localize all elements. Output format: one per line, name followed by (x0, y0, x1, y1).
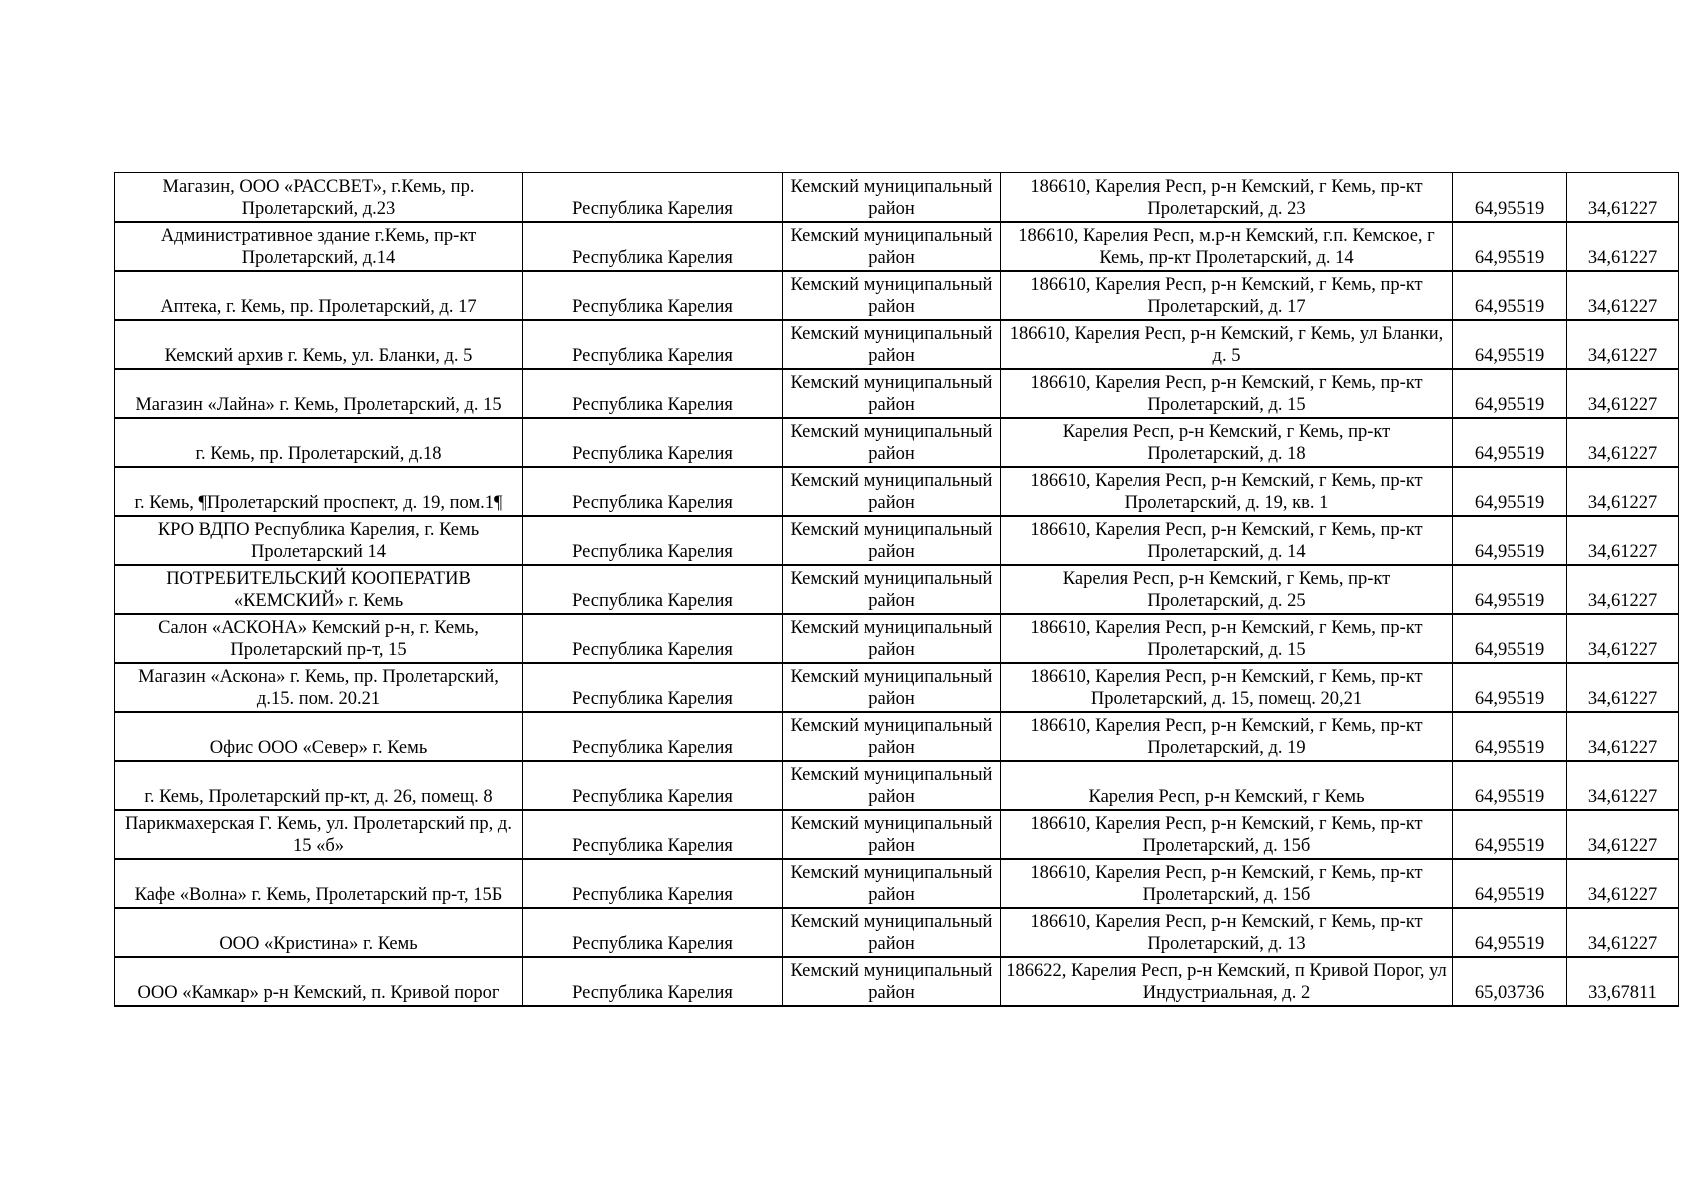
longitude-cell: 34,61227 (1567, 614, 1679, 663)
object-name-cell: Кафе «Волна» г. Кемь, Пролетарский пр-т, 15Б (115, 859, 523, 908)
latitude-cell: 64,95519 (1453, 712, 1567, 761)
object-name-cell: Административное здание г.Кемь, пр-кт Пролетарский, д.14 (115, 222, 523, 271)
table-row (115, 614, 1679, 663)
address-cell: Карелия Респ, р-н Кемский, г Кемь, пр-кт Пролетарский, д. 25 (1001, 565, 1453, 614)
table-row (115, 712, 1679, 761)
district-cell: Кемский муниципальный район (783, 908, 1001, 957)
latitude-cell: 64,95519 (1453, 565, 1567, 614)
objects-table-body (115, 173, 1679, 1006)
district-cell: Кемский муниципальный район (783, 810, 1001, 859)
latitude-cell: 64,95519 (1453, 761, 1567, 810)
table-row (115, 859, 1679, 908)
region-cell: Республика Карелия (523, 222, 783, 271)
region-cell: Республика Карелия (523, 663, 783, 712)
longitude-cell: 34,61227 (1567, 467, 1679, 516)
region-cell: Республика Карелия (523, 712, 783, 761)
longitude-cell: 34,61227 (1567, 761, 1679, 810)
district-cell: Кемский муниципальный район (783, 516, 1001, 565)
district-cell: Кемский муниципальный район (783, 761, 1001, 810)
object-name-cell: ООО «Кристина» г. Кемь (115, 908, 523, 957)
district-cell: Кемский муниципальный район (783, 712, 1001, 761)
address-cell: 186610, Карелия Респ, р-н Кемский, г Кемь, пр-кт Пролетарский, д. 15б (1001, 859, 1453, 908)
latitude-cell: 64,95519 (1453, 908, 1567, 957)
table-row (115, 222, 1679, 271)
object-name-cell: Парикмахерская Г. Кемь, ул. Пролетарский пр, д. 15 «б» (115, 810, 523, 859)
district-cell: Кемский муниципальный район (783, 320, 1001, 369)
objects-table (114, 172, 1679, 1007)
latitude-cell: 64,95519 (1453, 222, 1567, 271)
table-row (115, 663, 1679, 712)
region-cell: Республика Карелия (523, 320, 783, 369)
longitude-cell: 34,61227 (1567, 173, 1679, 222)
district-cell: Кемский муниципальный район (783, 957, 1001, 1006)
table-row (115, 320, 1679, 369)
latitude-cell: 64,95519 (1453, 320, 1567, 369)
address-cell: 186622, Карелия Респ, р-н Кемский, п Кривой Порог, ул Индустриальная, д. 2 (1001, 957, 1453, 1006)
object-name-cell: г. Кемь, ¶Пролетарский проспект, д. 19, пом.1¶ (115, 467, 523, 516)
latitude-cell: 64,95519 (1453, 369, 1567, 418)
longitude-cell: 34,61227 (1567, 859, 1679, 908)
object-name-cell: г. Кемь, Пролетарский пр-кт, д. 26, помещ. 8 (115, 761, 523, 810)
district-cell: Кемский муниципальный район (783, 614, 1001, 663)
latitude-cell: 64,95519 (1453, 810, 1567, 859)
latitude-cell: 64,95519 (1453, 859, 1567, 908)
table-row (115, 467, 1679, 516)
region-cell: Республика Карелия (523, 516, 783, 565)
object-name-cell: Кемский архив г. Кемь, ул. Бланки, д. 5 (115, 320, 523, 369)
latitude-cell: 64,95519 (1453, 614, 1567, 663)
table-row (115, 173, 1679, 222)
address-cell: 186610, Карелия Респ, р-н Кемский, г Кемь, пр-кт Пролетарский, д. 15 (1001, 614, 1453, 663)
region-cell: Республика Карелия (523, 859, 783, 908)
region-cell: Республика Карелия (523, 761, 783, 810)
region-cell: Республика Карелия (523, 565, 783, 614)
table-row (115, 369, 1679, 418)
longitude-cell: 33,67811 (1567, 957, 1679, 1006)
address-cell: 186610, Карелия Респ, р-н Кемский, г Кемь, пр-кт Пролетарский, д. 15б (1001, 810, 1453, 859)
address-cell: 186610, Карелия Респ, р-н Кемский, г Кемь, пр-кт Пролетарский, д. 19 (1001, 712, 1453, 761)
object-name-cell: Салон «АСКОНА» Кемский р-н, г. Кемь, Пролетарский пр-т, 15 (115, 614, 523, 663)
address-cell: 186610, Карелия Респ, р-н Кемский, г Кемь, пр-кт Пролетарский, д. 15, помещ. 20,21 (1001, 663, 1453, 712)
district-cell: Кемский муниципальный район (783, 173, 1001, 222)
object-name-cell: Магазин, ООО «РАССВЕТ», г.Кемь, пр. Пролетарский, д.23 (115, 173, 523, 222)
address-cell: 186610, Карелия Респ, р-н Кемский, г Кемь, ул Бланки, д. 5 (1001, 320, 1453, 369)
district-cell: Кемский муниципальный район (783, 663, 1001, 712)
region-cell: Республика Карелия (523, 271, 783, 320)
region-cell: Республика Карелия (523, 467, 783, 516)
latitude-cell: 64,95519 (1453, 271, 1567, 320)
district-cell: Кемский муниципальный район (783, 271, 1001, 320)
object-name-cell: Аптека, г. Кемь, пр. Пролетарский, д. 17 (115, 271, 523, 320)
region-cell: Республика Карелия (523, 418, 783, 467)
longitude-cell: 34,61227 (1567, 712, 1679, 761)
region-cell: Республика Карелия (523, 369, 783, 418)
longitude-cell: 34,61227 (1567, 663, 1679, 712)
district-cell: Кемский муниципальный район (783, 859, 1001, 908)
object-name-cell: г. Кемь, пр. Пролетарский, д.18 (115, 418, 523, 467)
latitude-cell: 64,95519 (1453, 516, 1567, 565)
table-row (115, 418, 1679, 467)
table-row (115, 810, 1679, 859)
object-name-cell: КРО ВДПО Республика Карелия, г. Кемь Пролетарский 14 (115, 516, 523, 565)
longitude-cell: 34,61227 (1567, 908, 1679, 957)
latitude-cell: 64,95519 (1453, 173, 1567, 222)
longitude-cell: 34,61227 (1567, 810, 1679, 859)
latitude-cell: 64,95519 (1453, 418, 1567, 467)
object-name-cell: Офис ООО «Север» г. Кемь (115, 712, 523, 761)
longitude-cell: 34,61227 (1567, 516, 1679, 565)
district-cell: Кемский муниципальный район (783, 369, 1001, 418)
address-cell: 186610, Карелия Респ, м.р-н Кемский, г.п. Кемское, г Кемь, пр-кт Пролетарский, д. 14 (1001, 222, 1453, 271)
district-cell: Кемский муниципальный район (783, 467, 1001, 516)
table-row (115, 957, 1679, 1006)
address-cell: Карелия Респ, р-н Кемский, г Кемь, пр-кт Пролетарский, д. 18 (1001, 418, 1453, 467)
region-cell: Республика Карелия (523, 908, 783, 957)
object-name-cell: ПОТРЕБИТЕЛЬСКИЙ КООПЕРАТИВ «КЕМСКИЙ» г. Кемь (115, 565, 523, 614)
object-name-cell: Магазин «Лайна» г. Кемь, Пролетарский, д. 15 (115, 369, 523, 418)
table-row (115, 516, 1679, 565)
table-row (115, 761, 1679, 810)
address-cell: 186610, Карелия Респ, р-н Кемский, г Кемь, пр-кт Пролетарский, д. 19, кв. 1 (1001, 467, 1453, 516)
region-cell: Республика Карелия (523, 810, 783, 859)
latitude-cell: 64,95519 (1453, 467, 1567, 516)
district-cell: Кемский муниципальный район (783, 222, 1001, 271)
address-cell: 186610, Карелия Респ, р-н Кемский, г Кемь, пр-кт Пролетарский, д. 15 (1001, 369, 1453, 418)
latitude-cell: 64,95519 (1453, 663, 1567, 712)
address-cell: 186610, Карелия Респ, р-н Кемский, г Кемь, пр-кт Пролетарский, д. 17 (1001, 271, 1453, 320)
object-name-cell: ООО «Камкар» р-н Кемский, п. Кривой порог (115, 957, 523, 1006)
longitude-cell: 34,61227 (1567, 369, 1679, 418)
longitude-cell: 34,61227 (1567, 418, 1679, 467)
district-cell: Кемский муниципальный район (783, 418, 1001, 467)
longitude-cell: 34,61227 (1567, 320, 1679, 369)
region-cell: Республика Карелия (523, 173, 783, 222)
address-cell: 186610, Карелия Респ, р-н Кемский, г Кемь, пр-кт Пролетарский, д. 14 (1001, 516, 1453, 565)
longitude-cell: 34,61227 (1567, 222, 1679, 271)
latitude-cell: 65,03736 (1453, 957, 1567, 1006)
table-row (115, 565, 1679, 614)
table-row (115, 908, 1679, 957)
district-cell: Кемский муниципальный район (783, 565, 1001, 614)
longitude-cell: 34,61227 (1567, 271, 1679, 320)
longitude-cell: 34,61227 (1567, 565, 1679, 614)
table-row (115, 271, 1679, 320)
address-cell: 186610, Карелия Респ, р-н Кемский, г Кемь, пр-кт Пролетарский, д. 13 (1001, 908, 1453, 957)
object-name-cell: Магазин «Аскона» г. Кемь, пр. Пролетарский, д.15. пом. 20.21 (115, 663, 523, 712)
region-cell: Республика Карелия (523, 957, 783, 1006)
address-cell: 186610, Карелия Респ, р-н Кемский, г Кемь, пр-кт Пролетарский, д. 23 (1001, 173, 1453, 222)
address-cell: Карелия Респ, р-н Кемский, г Кемь (1001, 761, 1453, 810)
region-cell: Республика Карелия (523, 614, 783, 663)
